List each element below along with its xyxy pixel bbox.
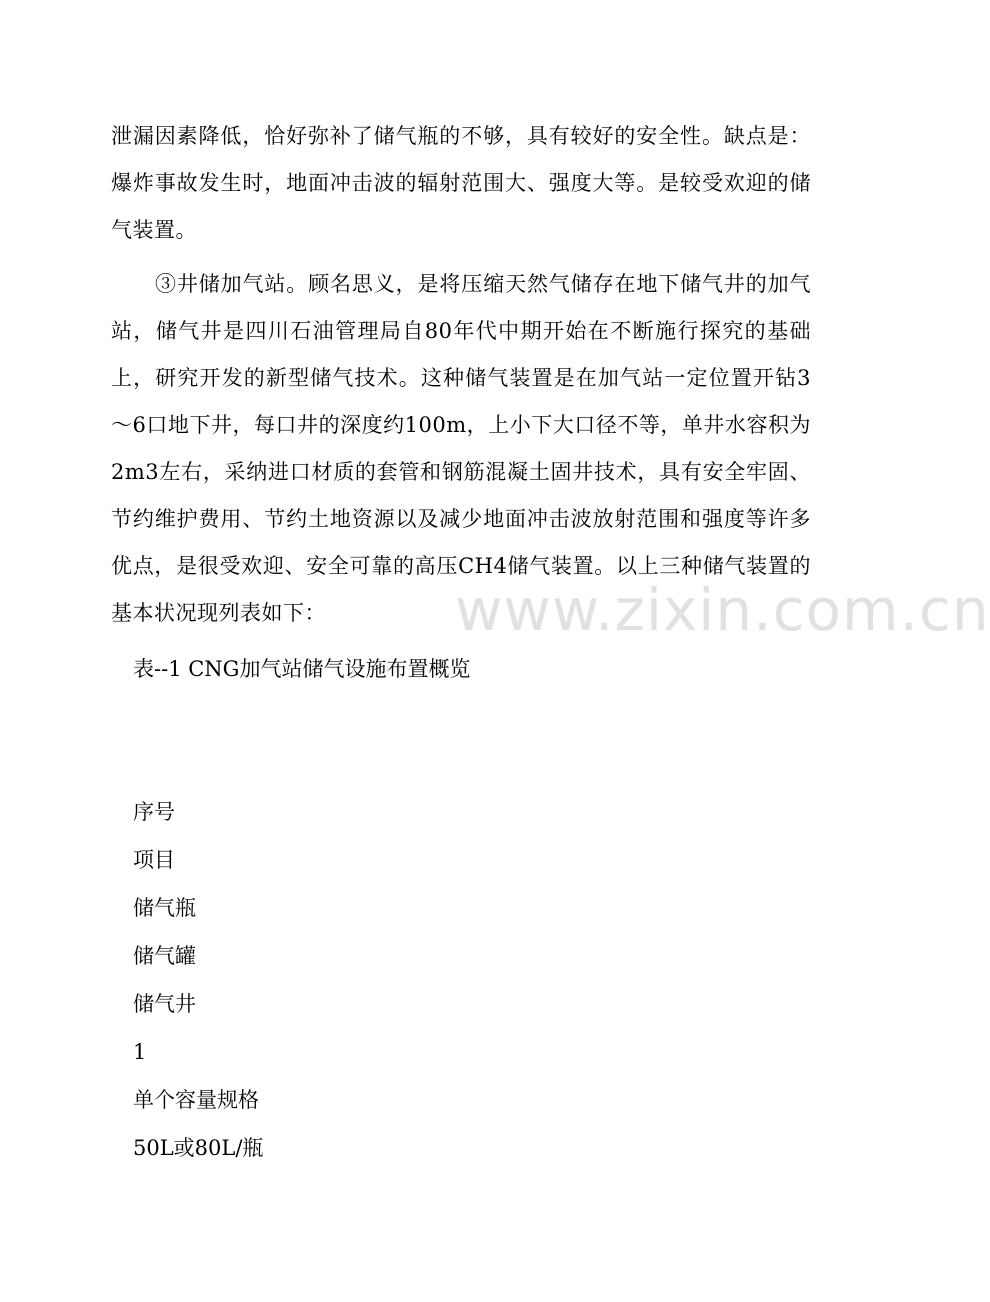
- watermark: www.zixin.com.cn: [455, 576, 990, 644]
- table-cell: 50L或80L/瓶: [133, 1136, 264, 1160]
- table-cell: 储气罐: [133, 944, 196, 968]
- table-cell: 1: [133, 1040, 147, 1064]
- table-cell: 单个容量规格: [133, 1088, 259, 1112]
- table-cell: 储气瓶: [133, 896, 196, 920]
- table-cell-list: [133, 788, 263, 1172]
- table-cell: 储气井: [133, 992, 196, 1016]
- table-cell: 序号: [133, 800, 175, 824]
- paragraph-2: ③井储加气站。顾名思义，是将压缩天然气储存在地下储气井的加气站，储气井是四川石油管理局自80年代中期开始在不断施行探究的基础上，研究开发的新型储气技术。这种储气装置是在加气站一定位置开钻3～6口地下井，每口井的深度约100m，上小下大口径不等，单井水容积为2m3左右，采纳进口材质的套管和钢筋混凝土固井技术，具有安全牢固、节约维护费用、节约土地资源以及减少地面冲击波放射范围和强度等许多优点，是很受欢迎、安全可靠的高压CH4储气装置。以上三种储气装置的基本状况现列表如下：: [111, 272, 811, 625]
- table-caption: 表--1 CNG加气站储气设施布置概览: [133, 657, 471, 681]
- paragraph-1: 泄漏因素降低，恰好弥补了储气瓶的不够，具有较好的安全性。缺点是：爆炸事故发生时，地面冲击波的辐射范围大、强度大等。是较受欢迎的储气装置。: [111, 124, 811, 242]
- table-cell: 项目: [133, 848, 175, 872]
